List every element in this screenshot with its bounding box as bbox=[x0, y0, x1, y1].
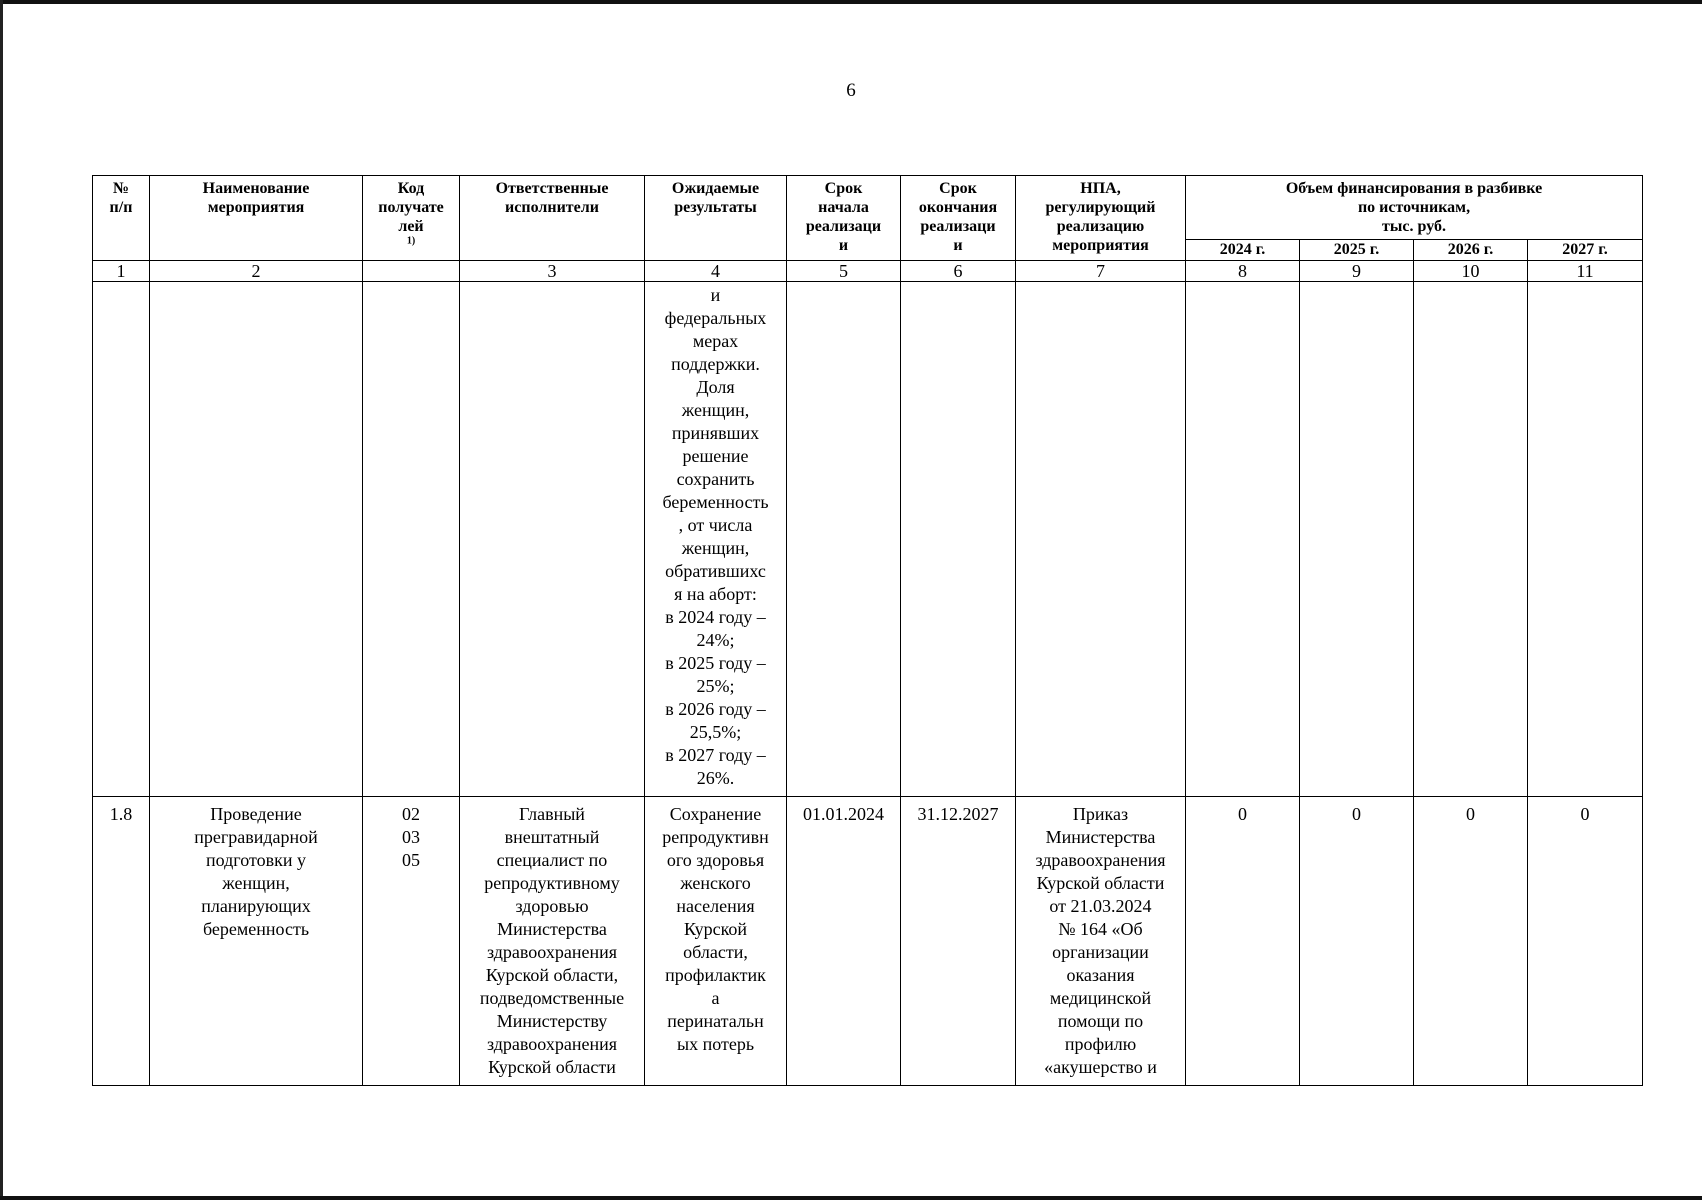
empty-cell bbox=[1016, 282, 1186, 797]
column-number: 5 bbox=[787, 261, 901, 282]
empty-cell bbox=[787, 282, 901, 797]
scan-border-bottom bbox=[0, 1196, 1702, 1200]
row-funding-2026: 0 bbox=[1414, 797, 1528, 1086]
column-number bbox=[363, 261, 460, 282]
column-number: 10 bbox=[1414, 261, 1528, 282]
empty-cell bbox=[901, 282, 1016, 797]
header-row bbox=[93, 176, 1643, 240]
header-funding: Объем финансирования в разбивке по источникам, тыс. руб. bbox=[1186, 176, 1643, 240]
row-funding-2024: 0 bbox=[1186, 797, 1300, 1086]
header-year-2024: 2024 г. bbox=[1186, 240, 1300, 261]
page-number: 6 bbox=[846, 80, 856, 101]
row-executors: Главный внештатный специалист по репродуктивному здоровью Министерства здравоохранения Курской области, подведомственные Министерству здравоохранения Курской области bbox=[460, 797, 645, 1086]
row-end-date: 31.12.2027 bbox=[901, 797, 1016, 1086]
empty-cell bbox=[363, 282, 460, 797]
empty-cell bbox=[1528, 282, 1643, 797]
column-number: 2 bbox=[150, 261, 363, 282]
scan-border-top bbox=[0, 0, 1702, 4]
column-numbers-row bbox=[93, 261, 1643, 282]
header-year-2026: 2026 г. bbox=[1414, 240, 1528, 261]
column-number: 6 bbox=[901, 261, 1016, 282]
column-number: 3 bbox=[460, 261, 645, 282]
column-number: 9 bbox=[1300, 261, 1414, 282]
column-number: 11 bbox=[1528, 261, 1643, 282]
header-num: № п/п bbox=[93, 176, 150, 261]
row-num: 1.8 bbox=[93, 797, 150, 1086]
column-number: 7 bbox=[1016, 261, 1186, 282]
table-row bbox=[93, 797, 1643, 1086]
row-name: Проведение прегравидарной подготовки у женщин, планирующих беременность bbox=[150, 797, 363, 1086]
row-funding-2027: 0 bbox=[1528, 797, 1643, 1086]
row-code: 02 03 05 bbox=[363, 797, 460, 1086]
header-code: Код получате лей $^{1)}$ bbox=[363, 176, 460, 261]
empty-cell bbox=[93, 282, 150, 797]
empty-cell bbox=[1414, 282, 1528, 797]
continued-results-cell: и федеральных мерах поддержки. Доля женщин, принявших решение сохранить беременность , от числа женщин, обратившихс я на аборт: в 2024 году – 24%; в 2025 году – 25%; в 2026 году – 25,5%; в 2027 году – 26%. bbox=[645, 282, 787, 797]
header-npa: НПА, регулирующий реализацию мероприятия bbox=[1016, 176, 1186, 261]
header-executors: Ответственные исполнители bbox=[460, 176, 645, 261]
row-results: Сохранение репродуктивн ого здоровья женского населения Курской области, профилактик а перинатальн ых потерь bbox=[645, 797, 787, 1086]
column-number: 1 bbox=[93, 261, 150, 282]
header-code-footnote: 1) bbox=[406, 235, 416, 247]
header-year-2027: 2027 г. bbox=[1528, 240, 1643, 261]
empty-cell bbox=[1186, 282, 1300, 797]
header-results: Ожидаемые результаты bbox=[645, 176, 787, 261]
empty-cell bbox=[460, 282, 645, 797]
row-start-date: 01.01.2024 bbox=[787, 797, 901, 1086]
continuation-row bbox=[93, 282, 1643, 797]
header-year-2025: 2025 г. bbox=[1300, 240, 1414, 261]
empty-cell bbox=[150, 282, 363, 797]
header-start: Срок начала реализаци и bbox=[787, 176, 901, 261]
column-number: 8 bbox=[1186, 261, 1300, 282]
empty-cell bbox=[1300, 282, 1414, 797]
measures-table bbox=[92, 175, 1643, 1086]
scan-border-left bbox=[0, 0, 3, 1200]
row-funding-2025: 0 bbox=[1300, 797, 1414, 1086]
column-number: 4 bbox=[645, 261, 787, 282]
row-npa: Приказ Министерства здравоохранения Курской области от 21.03.2024 № 164 «Об организации оказания медицинской помощи по профилю «акушерство и bbox=[1016, 797, 1186, 1086]
header-end: Срок окончания реализаци и bbox=[901, 176, 1016, 261]
header-name: Наименование мероприятия bbox=[150, 176, 363, 261]
